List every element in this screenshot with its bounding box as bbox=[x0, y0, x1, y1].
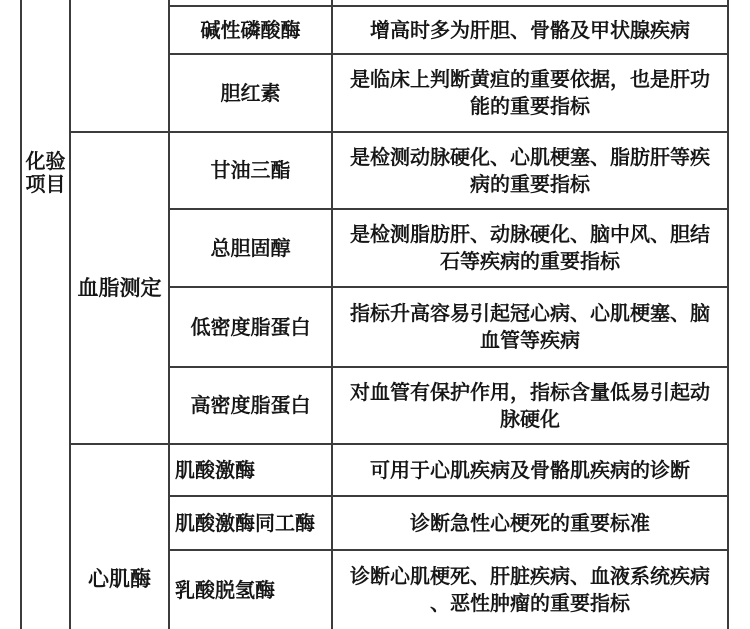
test-name-lactate-dehydrogenase: 乳酸脱氢酶 bbox=[170, 551, 333, 629]
desc-hdl: 对血管有保护作用，指标含量低易引起动 脉硬化 bbox=[333, 368, 729, 445]
category-cell-cardiac-enzyme: 心肌酶 bbox=[71, 445, 170, 629]
desc-total-cholesterol: 是检测脂肪肝、动脉硬化、脑中风、胆结 石等疾病的重要指标 bbox=[333, 210, 729, 288]
test-name-total-cholesterol: 总胆固醇 bbox=[170, 210, 333, 288]
desc-alkaline-phosphatase: 增高时多为肝胆、骨骼及甲状腺疾病 bbox=[333, 7, 729, 55]
test-name-bilirubin: 胆红素 bbox=[170, 55, 333, 133]
test-name-triglyceride: 甘油三酯 bbox=[170, 133, 333, 210]
test-name-ck-isoenzyme: 肌酸激酶同工酶 bbox=[170, 497, 333, 551]
desc-triglyceride: 是检测动脉硬化、心肌梗塞、脂肪肝等疾 病的重要指标 bbox=[333, 133, 729, 210]
top-partial-row-name-cell bbox=[170, 0, 333, 7]
top-partial-row-desc-cell bbox=[333, 0, 729, 7]
lab-test-table bbox=[20, 0, 731, 629]
test-name-hdl: 高密度脂蛋白 bbox=[170, 368, 333, 445]
row-group-header-lab-items: 化验 项目 bbox=[22, 0, 71, 629]
desc-creatine-kinase: 可用于心肌疾病及骨骼肌疾病的诊断 bbox=[333, 445, 729, 497]
desc-ck-isoenzyme: 诊断急性心梗死的重要标准 bbox=[333, 497, 729, 551]
category-cell-blood-lipid: 血脂测定 bbox=[71, 133, 170, 445]
desc-ldl: 指标升高容易引起冠心病、心肌梗塞、脑 血管等疾病 bbox=[333, 288, 729, 368]
test-name-alkaline-phosphatase: 碱性磷酸酶 bbox=[170, 7, 333, 55]
desc-bilirubin: 是临床上判断黄疸的重要依据，也是肝功 能的重要指标 bbox=[333, 55, 729, 133]
category-cell-blank bbox=[71, 0, 170, 133]
test-name-ldl: 低密度脂蛋白 bbox=[170, 288, 333, 368]
desc-lactate-dehydrogenase: 诊断心肌梗死、肝脏疾病、血液系统疾病 、恶性肿瘤的重要指标 bbox=[333, 551, 729, 629]
test-name-creatine-kinase: 肌酸激酶 bbox=[170, 445, 333, 497]
